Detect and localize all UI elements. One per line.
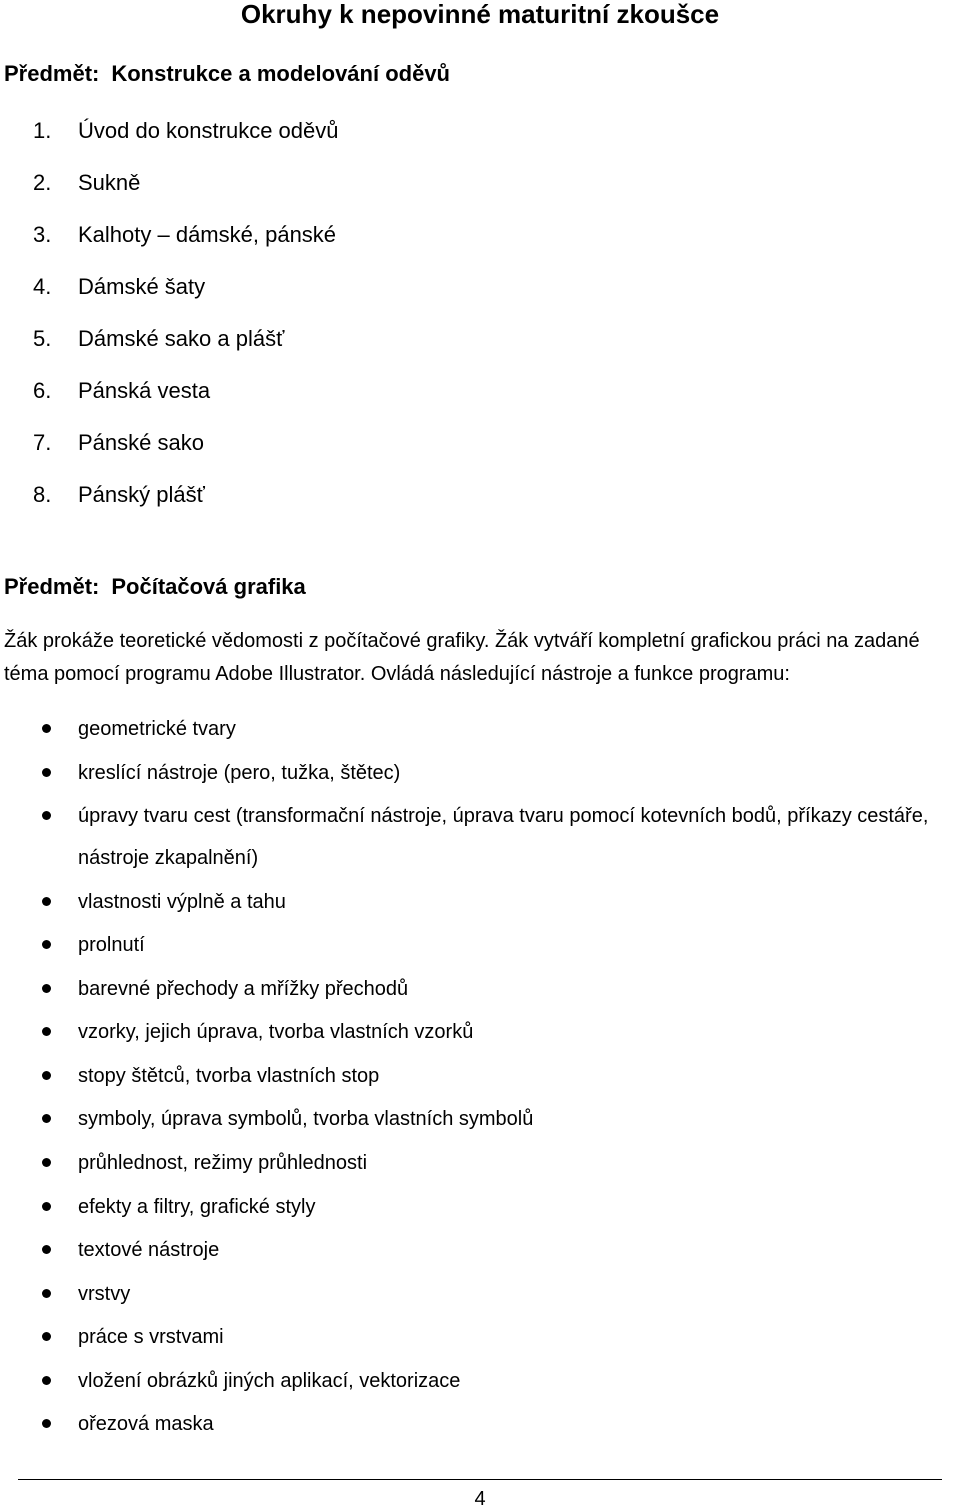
bullet-icon (42, 1419, 51, 1428)
skill-text: průhlednost, režimy průhlednosti (78, 1152, 368, 1174)
topic-text: Úvod do konstrukce oděvů (78, 118, 339, 143)
bullet-icon (42, 1332, 51, 1341)
subject-name: Počítačová grafika (111, 574, 306, 599)
topic-text: Kalhoty – dámské, pánské (78, 222, 337, 247)
skill-text: efekty a filtry, grafické styly (78, 1196, 316, 1218)
topic-number: 4. (33, 274, 52, 299)
topic-text: Pánské sako (78, 430, 204, 455)
topic-text: Pánský plášť (78, 482, 205, 507)
page-title (0, 0, 960, 29)
bullet-icon (42, 1071, 51, 1080)
skill-text: barevné přechody a mřížky přechodů (78, 978, 409, 1000)
skill-text: prolnutí (78, 934, 145, 956)
page-title-text: Okruhy k nepovinné maturitní zkoušce (240, 0, 720, 29)
skill-text: geometrické tvary (78, 718, 236, 740)
topic-number: 6. (33, 378, 52, 403)
skill-text: úpravy tvaru cest (transformační nástroje, úprava tvaru pomocí kotevních bodů, příkazy cestáře, nástroje zkapalnění) (78, 805, 929, 869)
topic-number: 3. (33, 222, 52, 247)
skill-text: vlastnosti výplně a tahu (78, 891, 286, 913)
bullet-icon (42, 984, 51, 993)
topic-text: Dámské sako a plášť (78, 326, 285, 351)
skill-text: kreslící nástroje (pero, tužka, štětec) (78, 762, 401, 784)
bullet-icon (42, 811, 51, 820)
topic-number: 8. (33, 482, 52, 507)
topic-text: Pánská vesta (78, 378, 211, 403)
topic-text: Sukně (78, 170, 141, 195)
subject-heading-2 (4, 574, 306, 600)
bullet-icon (42, 1245, 51, 1254)
skill-text: stopy štětců, tvorba vlastních stop (78, 1065, 380, 1087)
topic-number: 5. (33, 326, 52, 351)
bullet-icon (42, 724, 51, 733)
bullet-icon (42, 1027, 51, 1036)
bullet-icon (42, 1289, 51, 1298)
bullet-icon (42, 897, 51, 906)
bullet-icon (42, 768, 51, 777)
topic-text: Dámské šaty (78, 274, 206, 299)
topic-number: 2. (33, 170, 52, 195)
subject-description: Žák prokáže teoretické vědomosti z počítačové grafiky. Žák vytváří kompletní grafickou práci na zadané téma pomocí programu Adobe Illustrator. Ovládá následující nástroje a funkce programu: (4, 630, 920, 685)
bullet-icon (42, 1376, 51, 1385)
skill-text: vložení obrázků jiných aplikací, vektorizace (78, 1370, 461, 1392)
bullet-icon (42, 1158, 51, 1167)
page-number: 4 (474, 1488, 486, 1510)
subject-label: Předmět: (4, 61, 100, 86)
bullet-icon (42, 1114, 51, 1123)
skill-text: ořezová maska (78, 1413, 214, 1435)
subject-name: Konstrukce a modelování oděvů (111, 61, 450, 86)
bullet-icon (42, 940, 51, 949)
bullet-icon (42, 1202, 51, 1211)
topic-number: 1. (33, 118, 52, 143)
footer-divider (18, 1479, 942, 1480)
skill-text: vzorky, jejich úprava, tvorba vlastních vzorků (78, 1021, 474, 1043)
topic-number: 7. (33, 430, 52, 455)
skill-text: práce s vrstvami (78, 1326, 224, 1348)
skill-text: textové nástroje (78, 1239, 220, 1261)
subject-heading-1 (4, 61, 450, 87)
skill-text: vrstvy (78, 1283, 131, 1305)
skill-text: symboly, úprava symbolů, tvorba vlastních symbolů (78, 1108, 534, 1130)
subject-label: Předmět: (4, 574, 100, 599)
